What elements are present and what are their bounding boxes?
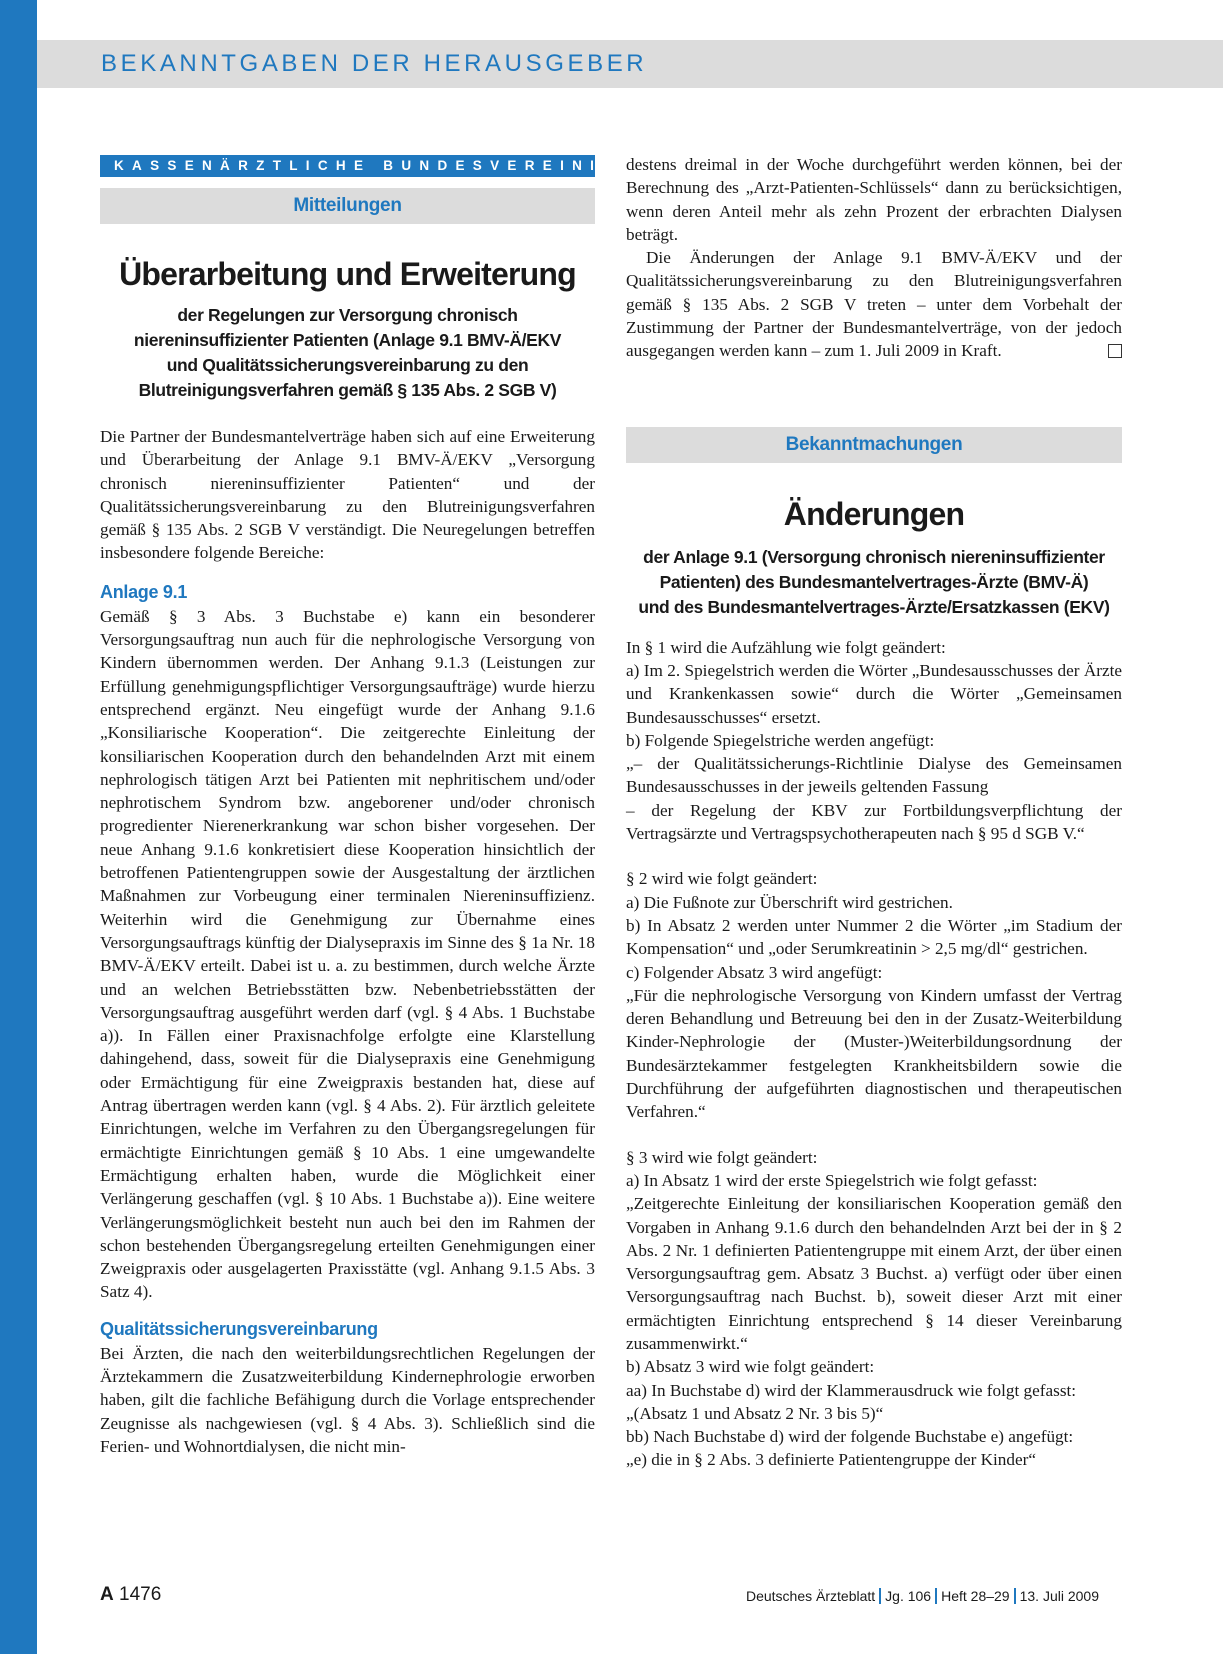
continuation-paragraph: destens dreimal in der Woche durchgeführt werden können, bei der Berechnung des „Arzt-Patienten-Schlüssels“ dann zu berücksichtigen, wenn deren Anteil mehr als zehn Prozent der erbrachten Dialysen beträgt. [626,155,1122,244]
change-line: c) Folgender Absatz 3 wird angefügt: [626,962,883,982]
subheadline-line: der Anlage 9.1 (Versorgung chronisch niereninsuffizienter [643,546,1105,567]
page-prefix: A [100,1584,114,1605]
change-line: a) Die Fußnote zur Überschrift wird gestrichen. [626,892,953,912]
change-line: „(Absatz 1 und Absatz 2 Nr. 3 bis 5)“ [626,1403,884,1423]
left-column [100,155,676,1458]
announcement-headline: Änderungen [783,495,965,532]
change-line: – der Regelung der KBV zur Fortbildungsverpflichtung der Vertragsärzte und Vertragspsychotherapeuten nach § 95 d SGB V.“ [626,800,1122,844]
section-qs-text: Bei Ärzten, die nach den weiterbildungsrechtlichen Regelungen der Ärztekammern die Zusatzweiterbildung Kindernephrologie erworben haben, gilt die fachliche Befähigung durch die Vorlage entsprechender Zeugnisse als nachgewiesen (vgl. § 4 Abs. 3). Schließlich sind die Ferien- und Wohnortdialysen, die nicht min- [100,1343,595,1456]
journal-volume: Jg. 106 [885,1588,932,1604]
change-line: „Für die nephrologische Versorgung von Kindern umfasst der Vertrag deren Behandlung und Betreuung bei den in der Zusatz-Weiterbildung Kinder-Nephrologie der (Muster-)Weiterbildungsordnung der Bundesärztekammer festgelegten Krankheitsbildern sowie die Durchführung der aufgeführten diagnostischen und therapeutischen Verfahren.“ [626,985,1122,1122]
separator [879,1588,881,1604]
journal-info [746,1588,1099,1604]
change-line: aa) In Buchstabe d) wird der Klammerausdruck wie folgt gefasst: [626,1380,1077,1400]
separator [1014,1588,1016,1604]
article-subheadline [100,303,595,403]
effective-date-paragraph [626,246,1122,362]
change-line: b) Folgende Spiegelstriche werden angefügt: [626,730,935,750]
category-heading-bekanntmachungen: Bekanntmachungen [626,427,1122,463]
article-headline: Überarbeitung und Erweiterung [119,256,576,292]
section-header-bar [37,40,1223,88]
section-heading-anlage: Anlage 9.1 [100,581,188,602]
change-line: „e) die in § 2 Abs. 3 definierte Patientengruppe der Kinder“ [626,1450,1036,1470]
effective-date-text: Die Änderungen der Anlage 9.1 BMV-Ä/EKV und der Qualitätssicherungsvereinbarung zu den Blutreinigungsverfahren gemäß § 135 Abs. 2 SGB V treten – unter dem Vorbehalt der Zustimmung der Partner der Bundesmantelverträge, von der jedoch ausgegangen werden kann – zum 1. Juli 2009 in Kraft. [626,248,1122,361]
category-heading: Mitteilungen [100,188,595,224]
subheadline-line: und Qualitätssicherungsvereinbarung zu den [166,355,529,375]
organization-bar: KASSENÄRZTLICHE BUNDESVEREINIGUNG [100,155,595,177]
right-column [626,153,1122,1472]
subheadline-line: der Regelungen zur Versorgung chronisch [177,305,518,325]
intro-paragraph: Die Partner der Bundesmantelverträge haben sich auf eine Erweiterung und Überarbeitung der Anlage 9.1 BMV-Ä/EKV „Versorgung chronisch niereninsuffizienter Patienten“ und der Qualitätssicherungsvereinbarung zu den Blutreinigungsverfahren gemäß § 135 Abs. 2 SGB V verständigt. Die Neuregelungen betreffen insbesondere folgende Bereiche: [100,427,595,563]
subheadline-line: Blutreinigungsverfahren gemäß § 135 Abs. 2 SGB V) [138,380,557,400]
change-line: § 3 wird wie folgt geändert: [626,1147,818,1167]
subheadline-line: und des Bundesmantelvertrages-Ärzte/Ersatzkassen (EKV) [638,596,1110,617]
subheadline-line: niereninsuffizienter Patienten (Anlage 9.1 BMV-Ä/EKV [133,330,562,350]
section-heading-qs: Qualitätssicherungsvereinbarung [100,1318,378,1339]
change-line: a) Im 2. Spiegelstrich werden die Wörter „Bundesausschusses der Ärzte und Krankenkassen sowie“ durch die Wörter „Gemeinsamen Bundesausschusses“ ersetzt. [626,660,1122,727]
change-line: bb) Nach Buchstabe d) wird der folgende Buchstabe e) angefügt: [626,1427,1074,1447]
paragraph-2-changes [626,867,1122,1123]
left-accent-bar [0,0,37,1654]
section-anlage-text: Gemäß § 3 Abs. 3 Buchstabe e) kann ein besonderer Versorgungsauftrag nun auch für die nephrologische Versorgung von Kindern übernommen werden. Der Anhang 9.1.3 (Leistungen zur Erfüllung genehmigungspflichtiger Versorgungsaufträge) wurde hierzu entsprechend ergänzt. Neu eingefügt wurde der Anhang 9.1.6 „Konsiliarische Kooperation“. Die zeitgerechte Einleitung der konsiliarischen Kooperation durch den behandelnden Arzt mit einem nephrologisch tätigen Arzt bei Patienten mit nephritischem und/oder nephrotischem Syndrom bzw. angeborener und/oder chronisch progredienter Nierenerkrankung war schon bisher vorgesehen. Der neue Anhang 9.1.6 konkretisiert diese Kooperation hinsichtlich der betroffenen Patientengruppen sowie der Ausgestaltung der ärztlichen Maßnahmen zur Vorbeugung einer terminalen Niereninsuffizienz. Weiterhin wird die Genehmigung zur Übernahme eines Versorgungsauftrags künftig der Dialysepraxis im Sinne des § 1a Nr. 18 BMV-Ä/EKV erteilt. Dabei ist u. a. zu bestimmen, durch welche Ärzte und an welchen Betriebsstätten bzw. Nebenbetriebsstätten der Versorgungsauftrag ausgeführt werden darf (vgl. § 4 Abs. 1 Buchstabe a)). In Fällen einer Praxisnachfolge erfolgte eine Klarstellung dahingehend, dass, soweit für die Dialysepraxis eine Genehmigung oder Ermächtigung für eine Zweigpraxis bestanden hat, diese auf Antrag übertragen werden kann (vgl. § 4 Abs. 2). Für ärztlich geleitete Einrichtungen, welche im Verfahren zu den Übergangsregelungen für ermächtigte Einrichtungen gemäß § 10 Abs. 1 eine umgewandelte Ermächtigung erhalten haben, wurde die Möglichkeit einer Verlängerung geschaffen (vgl. § 10 Abs. 1 Buchstabe a)). Eine weitere Verlängerungsmöglichkeit besteht nun auch bei den im Rahmen der schon bestehenden Übergangsregelung erteilten Genehmigungen einer Zweigpraxis oder ausgelagerten Praxisstätte (vgl. Anhang 9.1.5 Abs. 3 Satz 4). [100,606,595,1302]
journal-name: Deutsches Ärzteblatt [745,1588,876,1604]
separator [935,1588,937,1604]
change-line: „Zeitgerechte Einleitung der konsiliarischen Kooperation gemäß den Vorgaben in Anhang 9.1.6 durch den behandelnden Arzt bei der in § 2 Abs. 2 Nr. 1 definierten Patientengruppe mit einem Arzt, der über einen Versorgungsauftrag gem. Absatz 3 Buchst. a) verfügt oder über einen Versorgungsauftrag nach Buchst. b), soweit dieser Arzt mit einer ermächtigten Einrichtung entsprechend § 14 dieser Vereinbarung zusammenwirkt.“ [626,1194,1122,1353]
page-number-value: 1476 [119,1584,162,1605]
journal-date: 13. Juli 2009 [1019,1588,1099,1604]
subheadline-line: Patienten) des Bundesmantelvertrages-Ärzte (BMV-Ä) [659,571,1089,592]
page-number [100,1584,161,1606]
change-line: „– der Qualitätssicherungs-Richtlinie Dialyse des Gemeinsamen Bundesausschusses in der jeweils geltenden Fassung [626,754,1122,797]
announcement-subheadline [626,545,1122,620]
paragraph-3-changes [626,1146,1122,1472]
paragraph-1-changes [626,636,1122,846]
change-line: In § 1 wird die Aufzählung wie folgt geändert: [626,637,946,657]
change-line: b) Absatz 3 wird wie folgt geändert: [626,1357,875,1377]
journal-issue: Heft 28–29 [941,1588,1010,1604]
section-title: BEKANNTGABEN DER HERAUSGEBER [101,50,648,77]
change-line: a) In Absatz 1 wird der erste Spiegelstrich wie folgt gefasst: [626,1170,1038,1190]
change-line: b) In Absatz 2 werden unter Nummer 2 die Wörter „im Stadium der Kompensation“ und „oder Serumkreatinin > 2,5 mg/dl“ gestrichen. [626,915,1122,959]
change-line: § 2 wird wie folgt geändert: [626,869,818,889]
end-of-article-mark [1108,344,1122,358]
